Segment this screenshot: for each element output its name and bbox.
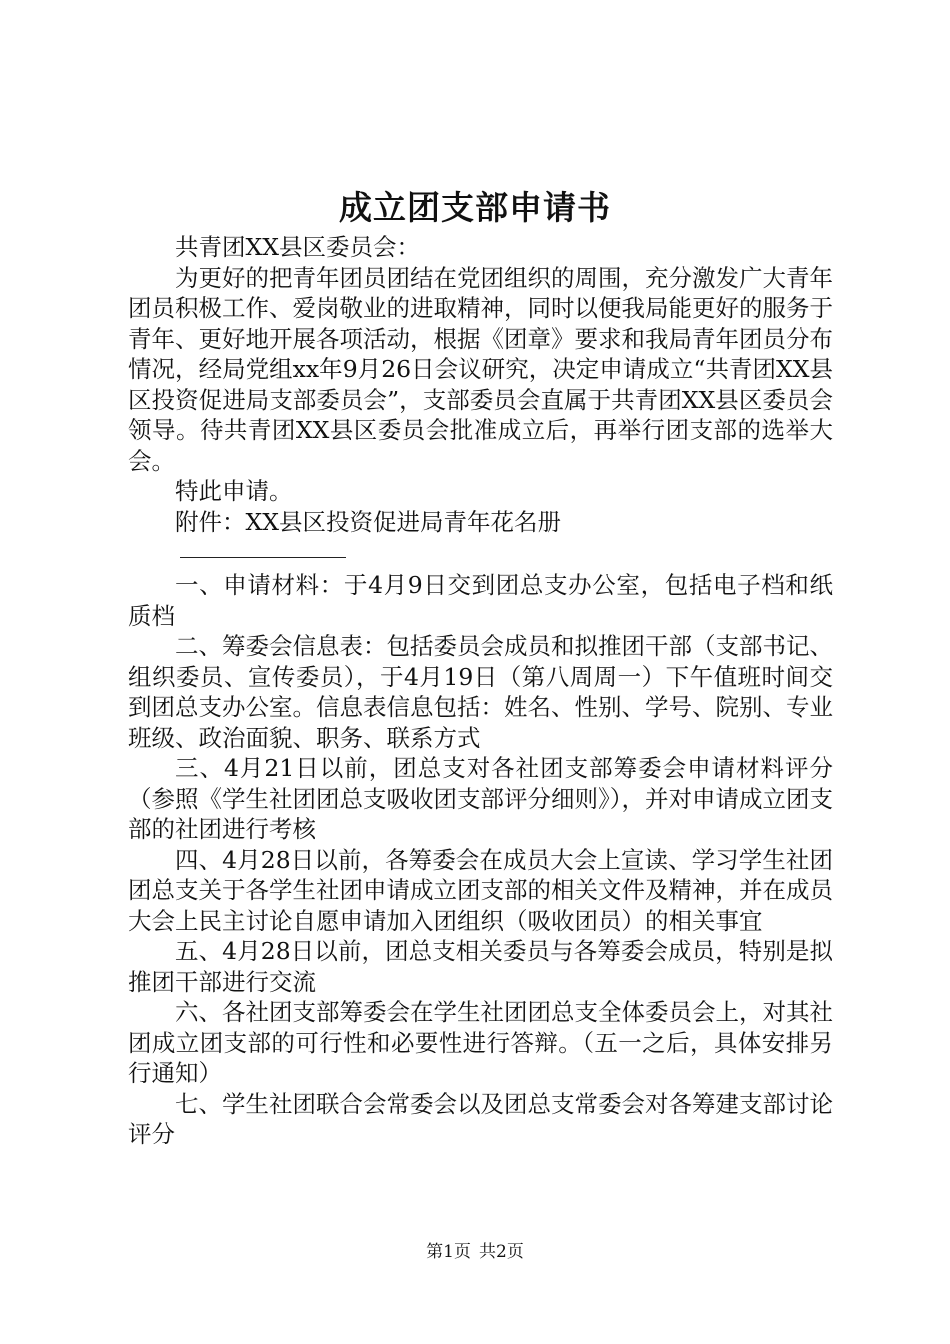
paragraph-main: 为更好的把青年团员团结在党团组织的周围，充分激发广大青年团员积极工作、爱岗敬业的进取精神，同时以便我局能更好的服务于青年、更好地开展各项活动，根据《团章》要求和我局青年团员分布情况，经局党组xx年9月26日会议研究，决定申请成立“共青团XX县区投资促进局支部委员会”，支部委员会直属于共青团XX县区委员会领导。待共青团XX县区委员会批准成立后，再举行团支部的选举大会。 <box>128 263 833 475</box>
list-item: 五、4月28日以前，团总支相关委员与各筹委会成员，特别是拟推团干部进行交流 <box>128 937 833 996</box>
paragraph-closing: 特此申请。 <box>175 477 293 505</box>
salutation: 共青团XX县区委员会： <box>175 233 420 261</box>
list-item: 六、各社团支部筹委会在学生社团团总支全体委员会上，对其社团成立团支部的可行性和必要性进行答辩。（五一之后，具体安排另行通知） <box>128 998 833 1087</box>
list-item: 四、4月28日以前，各筹委会在成员大会上宣读、学习学生社团团总支关于各学生社团申请成立团支部的相关文件及精神，并在成员大会上民主讨论自愿申请加入团组织（吸收团员）的相关事宜 <box>128 845 833 935</box>
section-divider <box>180 537 346 557</box>
page-number: 第1页 <box>426 1242 471 1262</box>
document-body <box>128 232 833 1150</box>
page-total: 共2页 <box>479 1242 524 1262</box>
list-item: 一、申请材料：于4月9日交到团总支办公室，包括电子档和纸质档 <box>128 571 833 630</box>
document-title: 成立团支部申请书 <box>339 188 611 227</box>
list-item: 七、学生社团联合会常委会以及团总支常委会对各筹建支部讨论评分 <box>128 1089 833 1148</box>
page-footer <box>0 1240 950 1264</box>
paragraph-attachment: 附件：XX县区投资促进局青年花名册 <box>175 507 561 536</box>
list-item: 三、4月21日以前，团总支对各社团支部筹委会申请材料评分（参照《学生社团团总支吸收团支部评分细则》），并对申请成立团支部的社团进行考核 <box>128 754 833 843</box>
list-item: 二、筹委会信息表：包括委员会成员和拟推团干部（支部书记、组织委员、宣传委员），于4月19日（第八周周一）下午值班时间交到团总支办公室。信息表信息包括：姓名、性别、学号、院别、专业班级、政治面貌、职务、联系方式 <box>128 632 833 752</box>
